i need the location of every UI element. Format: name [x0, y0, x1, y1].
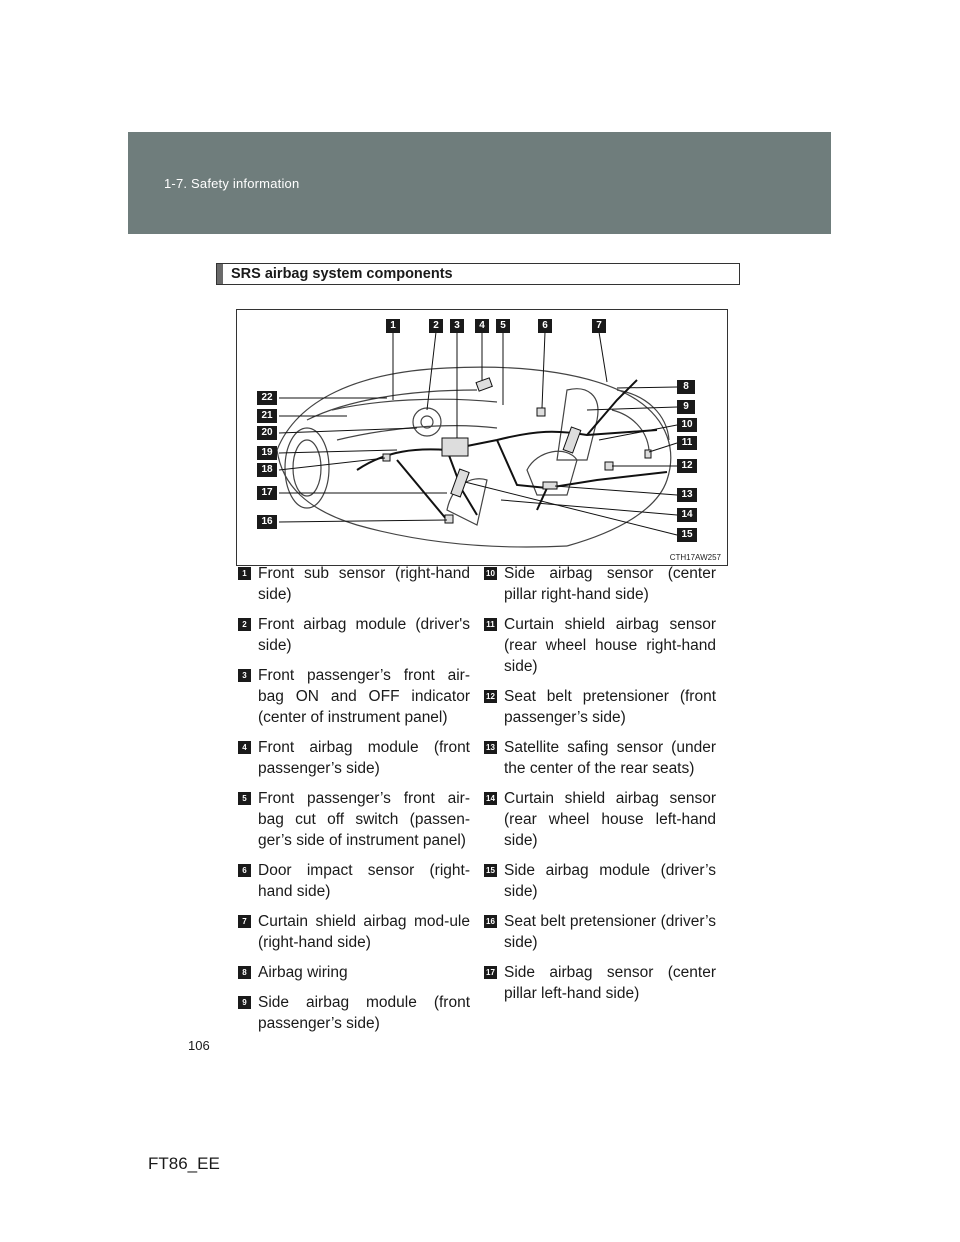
- list-item: [484, 788, 716, 851]
- callout-11: 11: [677, 436, 697, 450]
- item-text: Airbag wiring: [258, 964, 348, 981]
- item-number: 9: [238, 996, 251, 1009]
- callout-2: 2: [429, 319, 443, 333]
- section-header: 1-7. Safety information: [164, 176, 300, 191]
- callout-21: 21: [257, 409, 277, 423]
- item-number: 2: [238, 618, 251, 631]
- item-number: 5: [238, 792, 251, 805]
- callout-5: 5: [496, 319, 510, 333]
- item-number: 8: [238, 966, 251, 979]
- list-item: [238, 911, 470, 953]
- callout-17: 17: [257, 486, 277, 500]
- item-number: 3: [238, 669, 251, 682]
- list-item: [484, 686, 716, 728]
- figure-code: CTH17AW257: [669, 553, 721, 562]
- callout-16: 16: [257, 515, 277, 529]
- item-text: Curtain shield airbag mod-ule (right-hand side): [258, 913, 470, 951]
- callout-4: 4: [475, 319, 489, 333]
- list-item: [484, 860, 716, 902]
- list-item: [238, 962, 470, 983]
- list-item: [484, 962, 716, 1004]
- callout-1: 1: [386, 319, 400, 333]
- callout-7: 7: [592, 319, 606, 333]
- callout-3: 3: [450, 319, 464, 333]
- item-number: 6: [238, 864, 251, 877]
- list-item: [238, 563, 470, 605]
- list-item: [484, 563, 716, 605]
- callout-10: 10: [677, 418, 697, 432]
- callout-15: 15: [677, 528, 697, 542]
- airbag-diagram: [236, 309, 728, 566]
- list-item: [238, 992, 470, 1034]
- callout-9: 9: [677, 400, 695, 414]
- list-item: [238, 737, 470, 779]
- item-text: Front airbag module (driver's side): [258, 616, 470, 654]
- page-number: 106: [188, 1038, 210, 1053]
- item-text: Side airbag module (front passenger’s side): [258, 994, 470, 1032]
- item-text: Side airbag module (driver’s side): [504, 862, 716, 900]
- section-marker: [217, 264, 223, 284]
- footer-code: FT86_EE: [148, 1154, 220, 1173]
- callout-8: 8: [677, 380, 695, 394]
- item-number: 13: [484, 741, 497, 754]
- list-item: [238, 860, 470, 902]
- callout-14: 14: [677, 508, 697, 522]
- item-number: 16: [484, 915, 497, 928]
- item-number: 17: [484, 966, 497, 979]
- list-item: [238, 788, 470, 851]
- item-text: Curtain shield airbag sensor (rear wheel house right-hand side): [504, 616, 716, 675]
- item-text: Curtain shield airbag sensor (rear wheel house left-hand side): [504, 790, 716, 849]
- callout-12: 12: [677, 459, 697, 473]
- item-text: Front airbag module (front passenger’s side): [258, 739, 470, 777]
- item-number: 7: [238, 915, 251, 928]
- callout-22: 22: [257, 391, 277, 405]
- list-item: [484, 911, 716, 953]
- item-number: 1: [238, 567, 251, 580]
- components-list-right: [484, 563, 716, 1013]
- list-item: [238, 665, 470, 728]
- section-title-box: [216, 263, 740, 285]
- list-item: [484, 737, 716, 779]
- item-text: Door impact sensor (right-hand side): [258, 862, 470, 900]
- item-text: Side airbag sensor (center pillar right-hand side): [504, 565, 716, 603]
- callout-19: 19: [257, 446, 277, 460]
- callout-20: 20: [257, 426, 277, 440]
- item-number: 12: [484, 690, 497, 703]
- list-item: [484, 614, 716, 677]
- callout-13: 13: [677, 488, 697, 502]
- item-text: Seat belt pretensioner (driver’s side): [504, 913, 716, 951]
- car-cutaway-drawing: [237, 310, 728, 566]
- item-number: 4: [238, 741, 251, 754]
- item-number: 15: [484, 864, 497, 877]
- item-number: 14: [484, 792, 497, 805]
- item-number: 11: [484, 618, 497, 631]
- callout-18: 18: [257, 463, 277, 477]
- callout-6: 6: [538, 319, 552, 333]
- section-title: SRS airbag system components: [231, 266, 453, 282]
- list-item: [238, 614, 470, 656]
- item-text: Front sub sensor (right-hand side): [258, 565, 470, 603]
- item-text: Satellite safing sensor (under the center of the rear seats): [504, 739, 716, 777]
- components-list-left: [238, 563, 470, 1043]
- item-text: Front passenger’s front air-bag ON and OFF indicator (center of instrument panel): [258, 667, 470, 726]
- item-text: Seat belt pretensioner (front passenger’s side): [504, 688, 716, 726]
- item-text: Front passenger’s front air-bag cut off switch (passen-ger’s side of instrument panel): [258, 790, 470, 849]
- item-text: Side airbag sensor (center pillar left-hand side): [504, 964, 716, 1002]
- item-number: 10: [484, 567, 497, 580]
